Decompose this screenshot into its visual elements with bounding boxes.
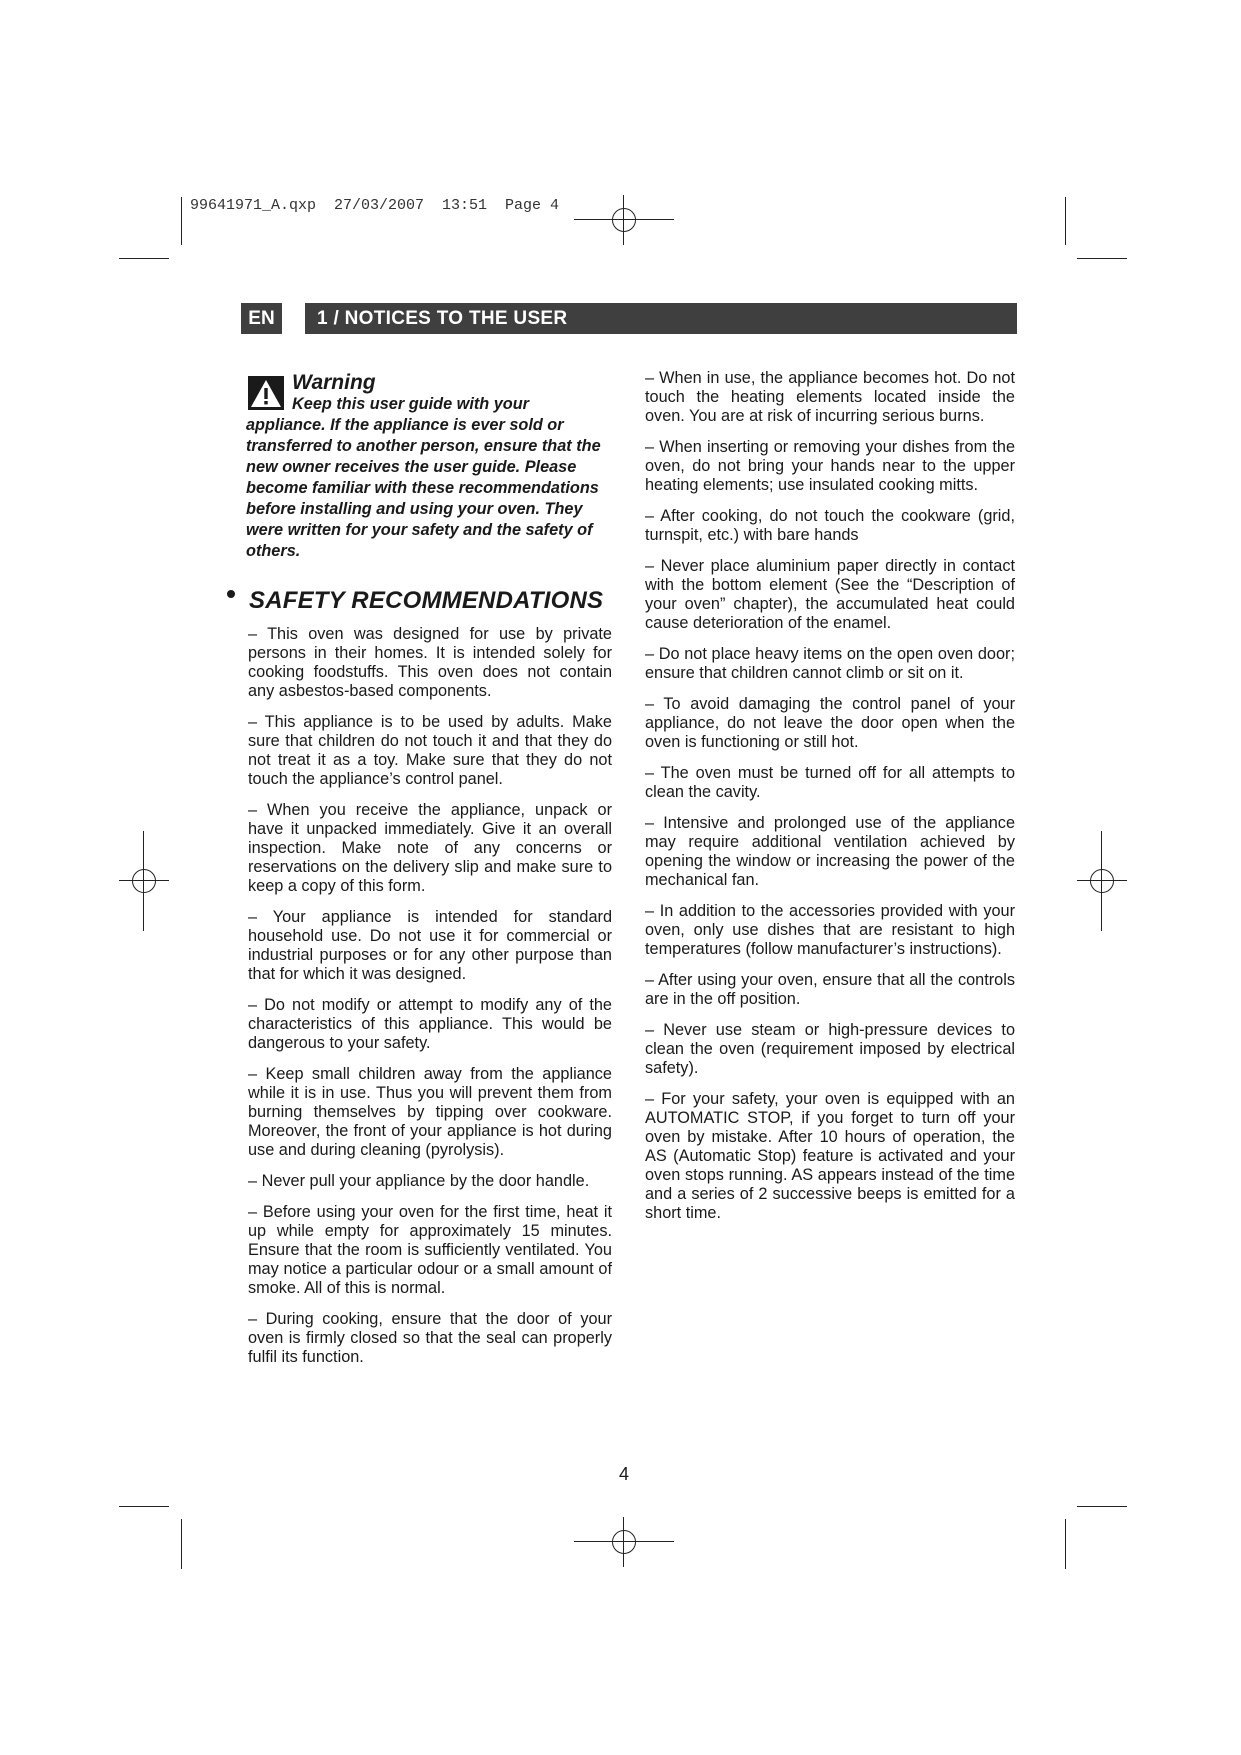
crop-mark [1077, 1506, 1127, 1507]
section-title: SAFETY RECOMMENDATIONS [249, 587, 604, 614]
crop-mark [119, 258, 169, 259]
safety-paragraph: – When inserting or removing your dishes from the oven, do not bring your hands near to the upper heating elements; use insulated cooking mitts. [645, 438, 1015, 494]
language-tab: EN [241, 303, 282, 334]
registration-mark-left [119, 856, 169, 906]
print-slug: 99641971_A.qxp 27/03/2007 13:51 Page 4 [190, 197, 560, 214]
safety-paragraph: – Keep small children away from the appliance while it is in use. Thus you will prevent them from burning themselves by tipping over cookware. Moreover, the front of your appliance is hot during use and during cleaning (pyrolysis). [248, 1065, 612, 1159]
safety-paragraph: – During cooking, ensure that the door of your oven is firmly closed so that the seal can properly fulfil its function. [248, 1310, 612, 1366]
safety-paragraph: – When in use, the appliance becomes hot. Do not touch the heating elements located inside the oven. You are at risk of incurring serious burns. [645, 369, 1015, 425]
safety-paragraph: – This oven was designed for use by private persons in their homes. It is intended solely for cooking foodstuffs. This oven does not contain any asbestos-based components. [248, 625, 612, 700]
left-column [248, 625, 612, 1379]
warning-title: Warning [292, 371, 376, 394]
chapter-title: 1 / NOTICES TO THE USER [305, 303, 1017, 334]
safety-paragraph: – Your appliance is intended for standard household use. Do not use it for commercial or industrial purposes or for any other purpose than that for which it was designed. [248, 908, 612, 983]
crop-mark [181, 197, 182, 245]
safety-paragraph: – In addition to the accessories provided with your oven, only use dishes that are resistant to high temperatures (follow manufacturer’s instructions). [645, 902, 1015, 958]
safety-paragraph: – This appliance is to be used by adults. Make sure that children do not touch it and that they do not treat it as a toy. Make sure that they do not touch the appliance’s control panel. [248, 713, 612, 788]
registration-mark-bottom [599, 1517, 649, 1567]
safety-paragraph: – Intensive and prolonged use of the appliance may require additional ventilation achieved by opening the window or increasing the power of the mechanical fan. [645, 814, 1015, 889]
crop-mark [1065, 1519, 1066, 1569]
safety-paragraph: – Never use steam or high-pressure devices to clean the oven (requirement imposed by electrical safety). [645, 1021, 1015, 1077]
safety-paragraph: – Never place aluminium paper directly in contact with the bottom element (See the “Description of your oven” chapter), the accumulated heat could cause deterioration of the enamel. [645, 557, 1015, 632]
safety-paragraph: – After cooking, do not touch the cookware (grid, turnspit, etc.) with bare hands [645, 507, 1015, 544]
section-bullet [227, 590, 235, 598]
safety-paragraph: – When you receive the appliance, unpack or have it unpacked immediately. Give it an overall inspection. Make note of any concerns or reservations on the delivery slip and make sure to keep a copy of this form. [248, 801, 612, 895]
crop-mark [181, 1519, 182, 1569]
safety-paragraph: – Never pull your appliance by the door handle. [248, 1172, 590, 1190]
crop-mark [119, 1506, 169, 1507]
crop-mark [1077, 258, 1127, 259]
safety-paragraph: – The oven must be turned off for all attempts to clean the cavity. [645, 764, 1015, 801]
safety-paragraph: – After using your oven, ensure that all the controls are in the off position. [645, 971, 1015, 1008]
safety-paragraph: – Do not place heavy items on the open oven door; ensure that children cannot climb or sit on it. [645, 645, 1015, 682]
safety-paragraph: – Do not modify or attempt to modify any of the characteristics of this appliance. This would be dangerous to your safety. [248, 996, 612, 1052]
safety-paragraph: – To avoid damaging the control panel of your appliance, do not leave the door open when the oven is functioning or still hot. [645, 695, 1015, 751]
safety-paragraph: – Before using your oven for the first time, heat it up while empty for approximately 15 minutes. Ensure that the room is sufficiently ventilated. You may notice a particular odour or a small amount of smoke. All of this is normal. [248, 1203, 612, 1297]
crop-mark [1065, 197, 1066, 245]
warning-text: Keep this user guide with your appliance. If the appliance is ever sold or transferred to another person, ensure that the new owner receives the user guide. Please become familiar with these recommendations before installing and using your oven. They were written for your safety and the safety of others. [246, 395, 601, 560]
right-column [645, 369, 1015, 1235]
registration-mark-top [599, 195, 649, 245]
registration-mark-right [1077, 856, 1127, 906]
safety-paragraph: – For your safety, your oven is equipped with an AUTOMATIC STOP, if you forget to turn off your oven by mistake. After 10 hours of operation, the AS (Automatic Stop) feature is activated and your oven stops running. AS appears instead of the time and a series of 2 successive beeps is emitted for a short time. [645, 1090, 1015, 1222]
page-number: 4 [618, 1464, 629, 1484]
